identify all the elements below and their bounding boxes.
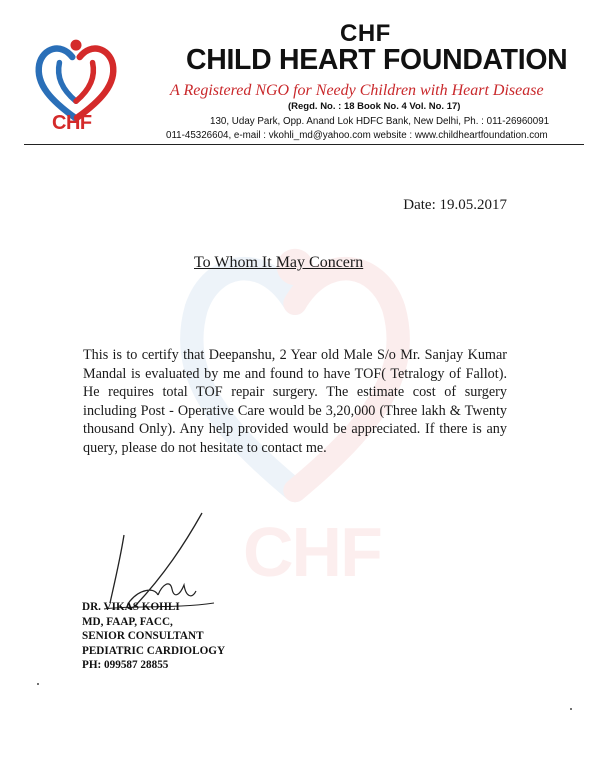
address-line-2: 011-45326604, e-mail : vkohli_md@yahoo.com website : www.childheartfoundation.com (166, 130, 548, 141)
scan-speck (570, 708, 572, 710)
org-tagline: A Registered NGO for Needy Children with Heart Disease (170, 82, 544, 99)
watermark-text: CHF (243, 513, 381, 591)
letter-date: Date: 19.05.2017 (403, 197, 507, 213)
org-abbreviation: CHF (340, 20, 391, 47)
header-divider (24, 144, 584, 145)
address-line-1: 130, Uday Park, Opp. Anand Lok HDFC Bank, New Delhi, Ph. : 011-26960091 (210, 116, 550, 127)
org-name: CHILD HEART FOUNDATION (186, 44, 568, 76)
letter-body: This is to certify that Deepanshu, 2 Year old Male S/o Mr. Sanjay Kumar Mandal is evaluated by me and found to have TOF( Tetralogy of Fallot). He requires total TOF repair surgery. The estimate cost of surgery including Post - Operative Care would be 3,20,000 (Three lakh & Twenty thousand Only). Any help provided would be appreciated. If there is any query, please do not hesitate to contact me. (83, 347, 507, 456)
signatory-degrees: MD, FAAP, FACC, (82, 615, 173, 628)
signatory-phone: PH: 099587 28855 (82, 659, 169, 672)
registration-number: (Regd. No. : 18 Book No. 4 Vol. No. 17) (288, 101, 461, 112)
signatory-title: SENIOR CONSULTANT (82, 630, 204, 643)
signatory-department: PEDIATRIC CARDIOLOGY (82, 644, 226, 657)
letter-heading: To Whom It May Concern (194, 254, 364, 271)
logo-text: CHF (52, 112, 92, 134)
signatory-block (82, 600, 225, 673)
signatory-name: DR. VIKAS KOHLI (82, 601, 180, 613)
handwritten-signature (84, 505, 244, 615)
scan-speck (37, 683, 39, 685)
